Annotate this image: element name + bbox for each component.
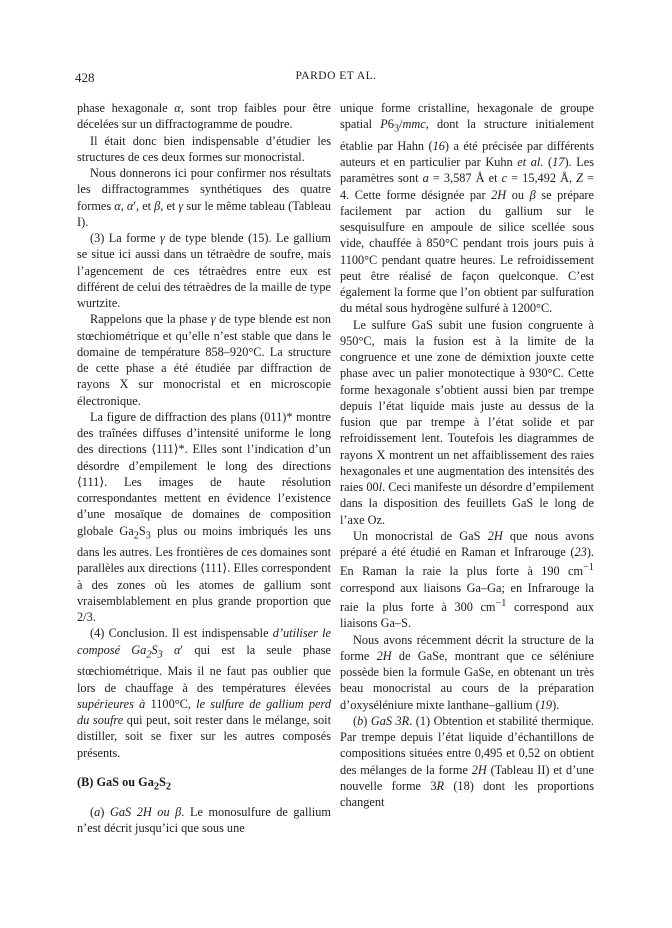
paragraph: Rappelons que la phase γ de type blende est non stœchiométrique et qu’elle n’est stable que dans le domaine de température 858–920°C. La structure de cette phase a été étudiée par diffraction de rayons X sur monocristal et en microscopie électronique. [77, 312, 331, 408]
paragraph: Nous avons récemment décrit la structure de la forme 2H de GaSe, montrant que ce séléniure possède bien la formule GaSe, en obtenant un très beau monocristal au cours de la préparation d’oxyséléniure mixte lanthane–gallium (19). [340, 632, 594, 712]
paragraph: (b) GaS 3R. (1) Obtention et stabilité thermique. Par trempe depuis l’état liquide d’échantillons de compositions situées entre 0,495 et 0,52 on obtient des mélanges de la forme 2H (Tableau II) et d’une nouvelle forme 3R (18) dont les proportions changent [340, 713, 595, 810]
paragraph: (a) GaS 2H ou β. Le monosulfure de gallium n’est décrit jusqu’ici que sous une [77, 804, 331, 835]
paragraph: Le sulfure GaS subit une fusion congruente à 950°C, mais la fusion est à la limite de la congruence et une zone de démixtion jouxte cette phase avec un palier monotectique à 930°C. Cette forme hexagonale s’obtient aussi bien par trempe depuis l’état liquide mais juste au dessus de la fusion que par trempe à l’état solide et par refroidissement lent. Toutefois les diagrammes de rayons X montrent un net affaiblissement des raies hexagonales et une augmentation des intensités des raies 00l. Ceci manifeste un désordre d’empilement dans la disposition des feuillets GaS le long de l’axe Oz. [340, 317, 594, 527]
paragraph: Un monocristal de GaS 2H que nous avons préparé a été étudié en Raman et Infrarouge (23). En Raman la raie la plus forte à 190 $cm^{-1}$ correspond aux liaisons Ga–Ga; en Infrarouge la raie la plus forte à 300 $cm^{-1}$ correspond aux liaisons Ga–S. [340, 528, 594, 631]
paragraph: Il était donc bien indispensable d’étudier les structures de ces deux formes sur monocristal. [77, 133, 331, 164]
running-head: PARDO ET AL. [295, 70, 377, 82]
paragraph: (4) Conclusion. Il est indispensable d’utiliser le composé $Ga_2S_3$ α′ qui est la seule phase stœchiométrique. Mais il ne faut pas oublier que lors de chauffage à des températures élevées supérieures à 1100°C, le sulfure de gallium perd du soufre qui peut, soit rester dans le mélange, soit distiller, soit se fixer sur les autres composés présents. [77, 626, 332, 760]
page-number: 428 [75, 70, 95, 85]
paragraph: Nous donnerons ici pour confirmer nos résultats les diffractogrammes synthétiques des quatre formes α, α′, et β, et γ sur le même tableau (Tableau I). [77, 166, 331, 229]
paragraph: phase hexagonale α, sont trop faibles pour être décelées sur un diffractogramme de poudre. [77, 101, 331, 132]
paragraph: (3) La forme γ de type blende (15). Le gallium se situe ici aussi dans un tétraèdre de soufre, mais l’agencement de ces tétraèdres entre eux est différent de celui des tétraèdres de la maille de type wurtzite. [77, 231, 331, 310]
paragraph: La figure de diffraction des plans (011)* montre des traînées diffuses d’intensité uniforme le long des directions ⟨111⟩*. Elles sont l’indication d’un désordre d’empilement le long des directions ⟨111⟩. Les images de haute résolution correspondantes mettent en évidence l’existence d’une mosaïque de domaines de composition globale $Ga_2S_3$ plus ou moins imbriqués les uns dans les autres. Les frontières de ces domaines sont parallèles aux directions ⟨111⟩. Elles correspondent à des zones où les atomes de gallium sont vraisemblablement en plus grande proportion que 2/3. [77, 409, 331, 625]
paragraph: unique forme cristalline, hexagonale de groupe spatial $P6_3$/mmc, dont la structure initialement établie par Hahn (16) a été précisée par différents auteurs et en particulier par Kuhn et al. (17). Les paramètres sont a = 3,587 Å et c = 15,492 Å, Z = 4. Cette forme désignée par 2H ou β se prépare facilement par action du gallium sur le sesquisulfure en ampoule de silice scellée sous vide, chauffée à 850°C pendant trois jours puis à 1100°C pendant quatre heures. Le refroidissement peut être réalisé de façon quelconque. C’est également la forme que l’on obtient par sulfuration du métal sous hydrogène sulfuré à 1200°C. [340, 101, 594, 316]
section-heading: (B) GaS ou $Ga_2S_2$ [77, 774, 171, 793]
left-column [77, 100, 331, 836]
right-column [340, 100, 594, 810]
